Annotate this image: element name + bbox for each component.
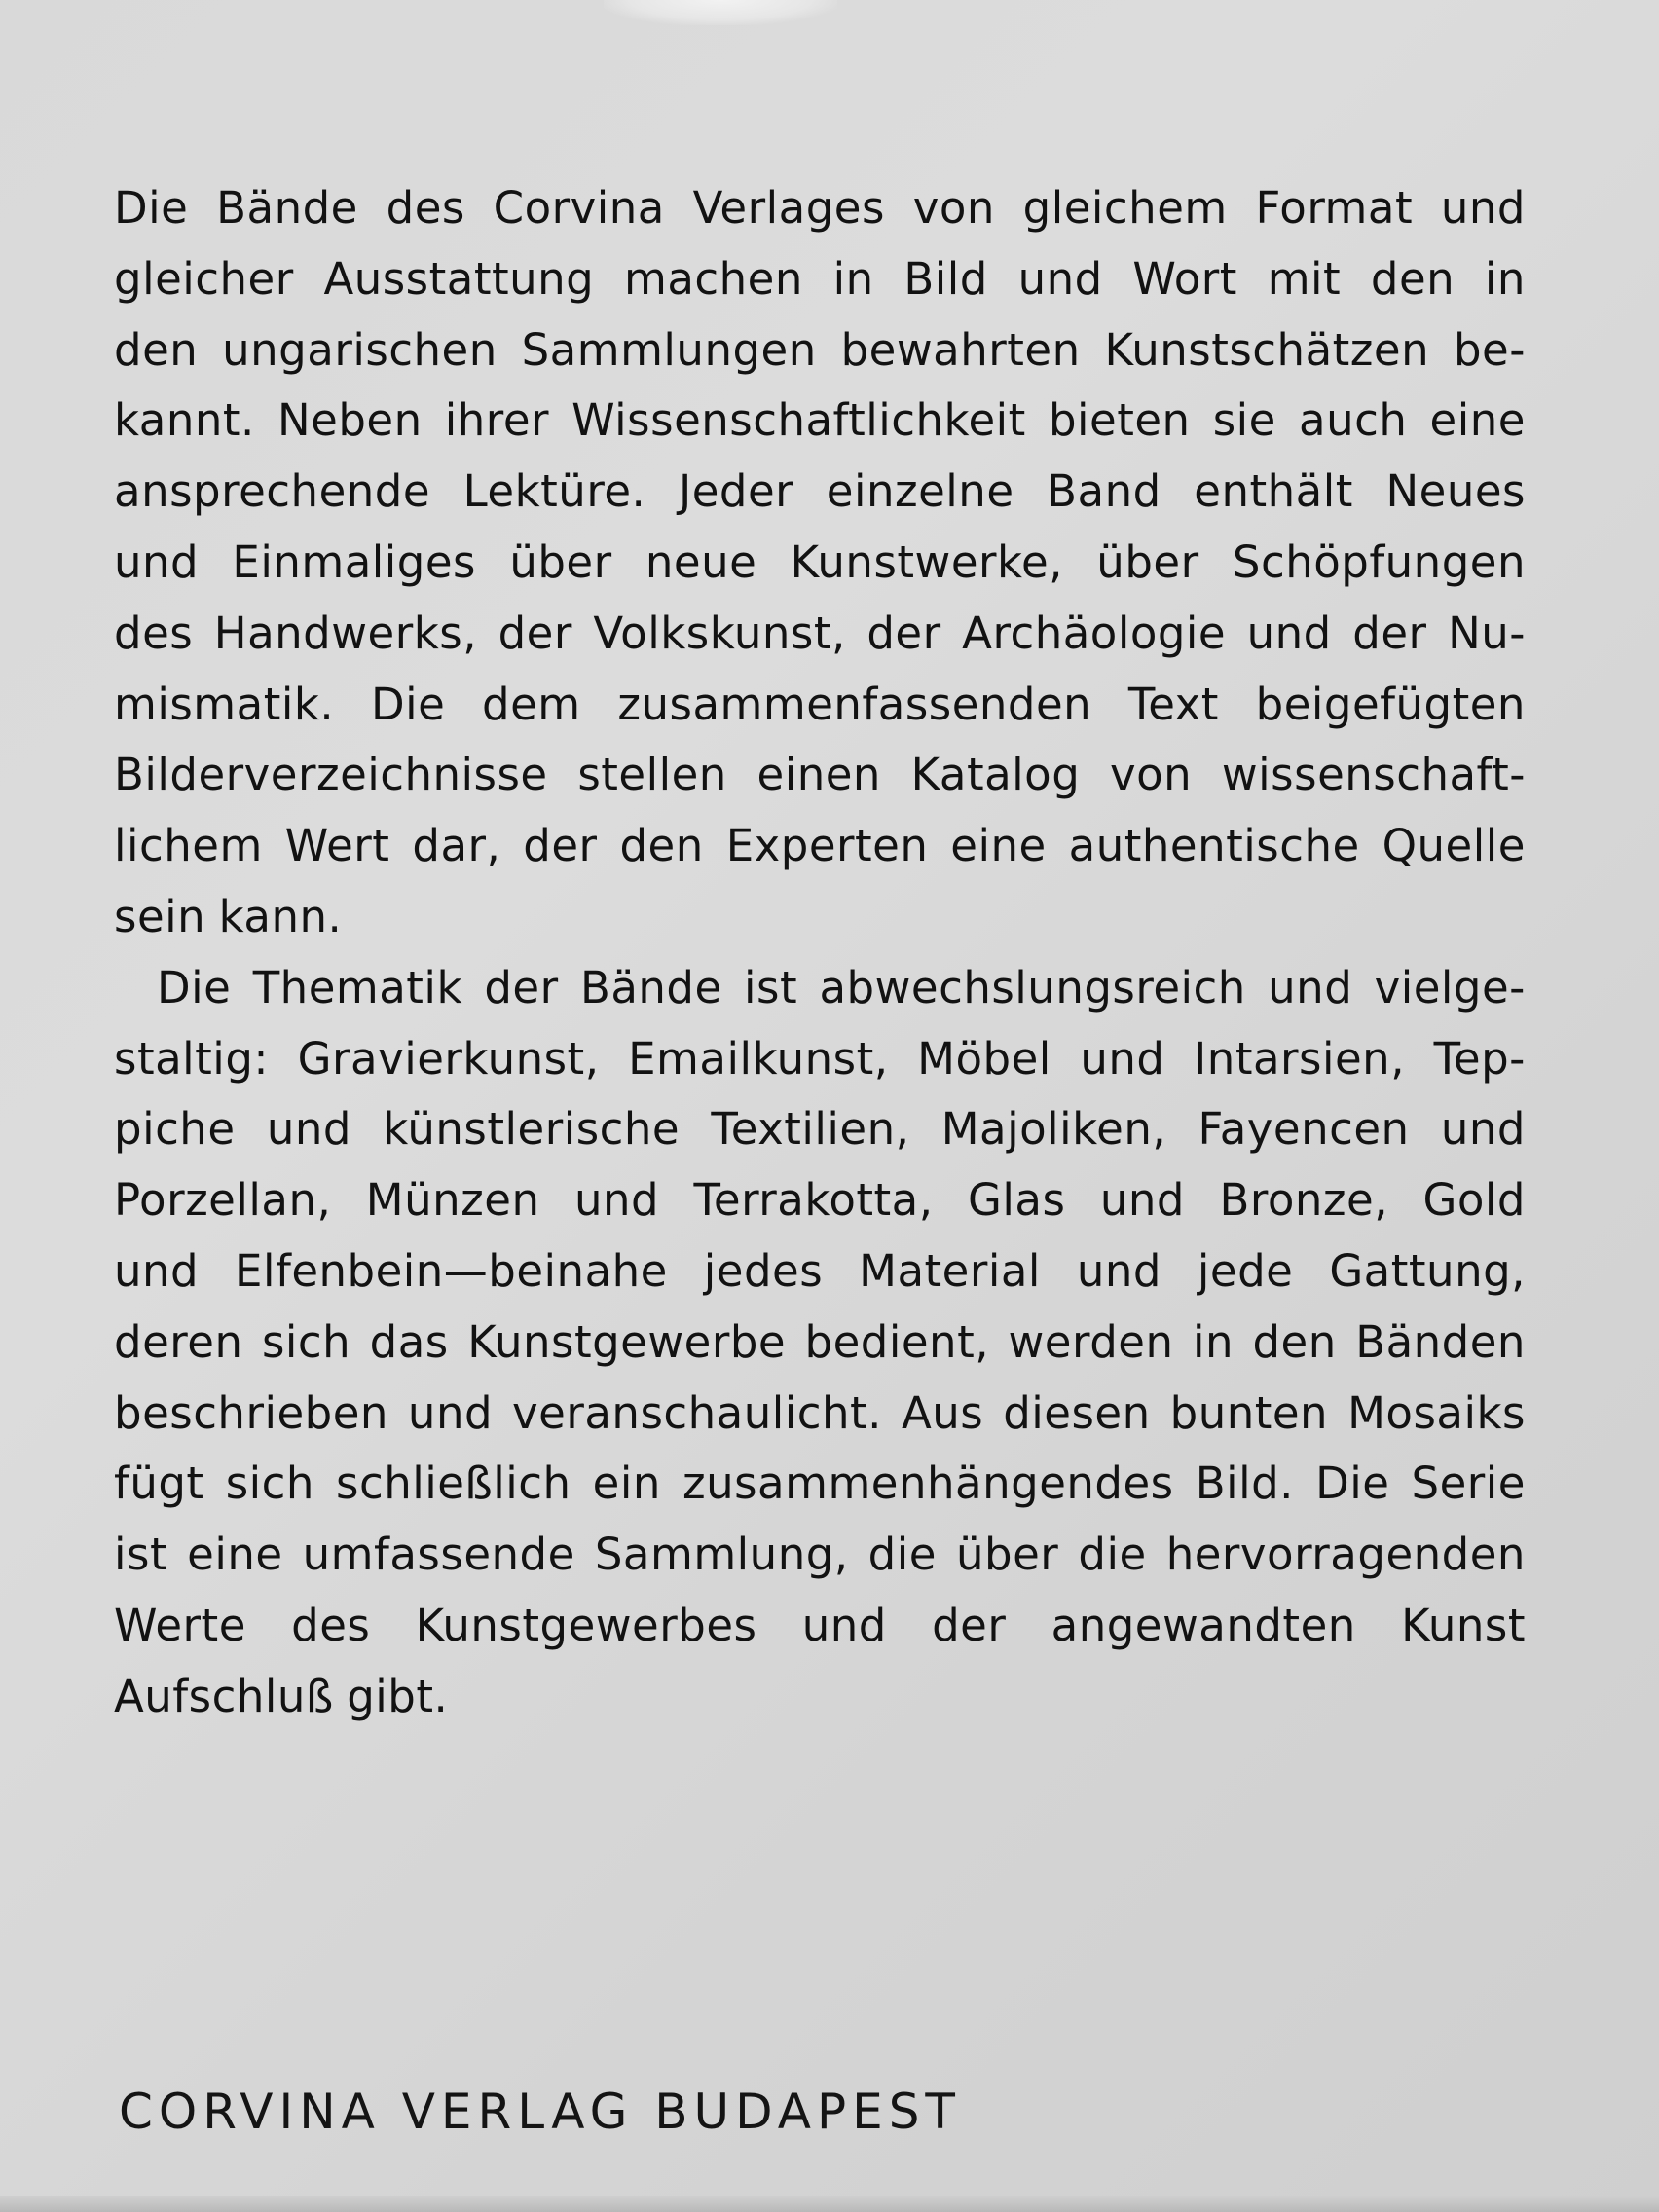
text-line: Bilderverzeichnisse stellen einen Katalog von wissenschaft- xyxy=(114,749,1526,801)
text-line: sein kann. xyxy=(114,890,343,942)
text-line: piche und künstlerische Textilien, Majoliken, Fayencen und xyxy=(114,1103,1526,1156)
torn-paper-edge xyxy=(604,0,837,25)
text-line: ansprechende Lektüre. Jeder einzelne Band enthält Neues xyxy=(114,465,1526,518)
text-line: Die Thematik der Bände ist abwechslungsreich und vielge- xyxy=(157,961,1526,1014)
body-text xyxy=(114,173,1526,1733)
text-line: und Einmaliges über neue Kunstwerke, über Schöpfungen xyxy=(114,535,1526,588)
text-line: mismatik. Die dem zusammenfassenden Text beigefügten xyxy=(114,678,1526,730)
publisher-imprint: CORVINA VERLAG BUDAPEST xyxy=(119,2083,961,2140)
text-line: beschrieben und veranschaulicht. Aus diesen bunten Mosaiks xyxy=(114,1386,1526,1439)
text-line: ist eine umfassende Sammlung, die über die hervorragenden xyxy=(114,1529,1526,1581)
text-line: kannt. Neben ihrer Wissenschaftlichkeit bieten sie auch eine xyxy=(114,394,1526,447)
text-line: und Elfenbein—beinahe jedes Material und jede Gattung, xyxy=(114,1244,1526,1297)
paragraph xyxy=(114,173,1526,953)
text-line: Aufschluß gibt. xyxy=(114,1670,449,1722)
text-line: den ungarischen Sammlungen bewahrten Kunstschätzen be- xyxy=(114,323,1526,376)
text-line: gleicher Ausstattung machen in Bild und Wort mit den in xyxy=(114,252,1526,305)
text-line: lichem Wert dar, der den Experten eine authentische Quelle xyxy=(114,820,1526,872)
text-line: Werte des Kunstgewerbes und der angewandten Kunst xyxy=(114,1599,1526,1651)
text-line: deren sich das Kunstgewerbe bedient, werden in den Bänden xyxy=(114,1315,1526,1368)
text-line: Porzellan, Münzen und Terrakotta, Glas und Bronze, Gold xyxy=(114,1174,1526,1227)
text-line: staltig: Gravierkunst, Emailkunst, Möbel und Intarsien, Tep- xyxy=(114,1032,1526,1085)
text-line: Die Bände des Corvina Verlages von gleichem Format und xyxy=(114,182,1526,234)
bottom-edge xyxy=(0,2196,1659,2212)
text-line: des Handwerks, der Volkskunst, der Archäologie und der Nu- xyxy=(114,607,1526,659)
paragraph xyxy=(114,953,1526,1733)
text-line: fügt sich schließlich ein zusammenhängendes Bild. Die Serie xyxy=(114,1457,1526,1510)
